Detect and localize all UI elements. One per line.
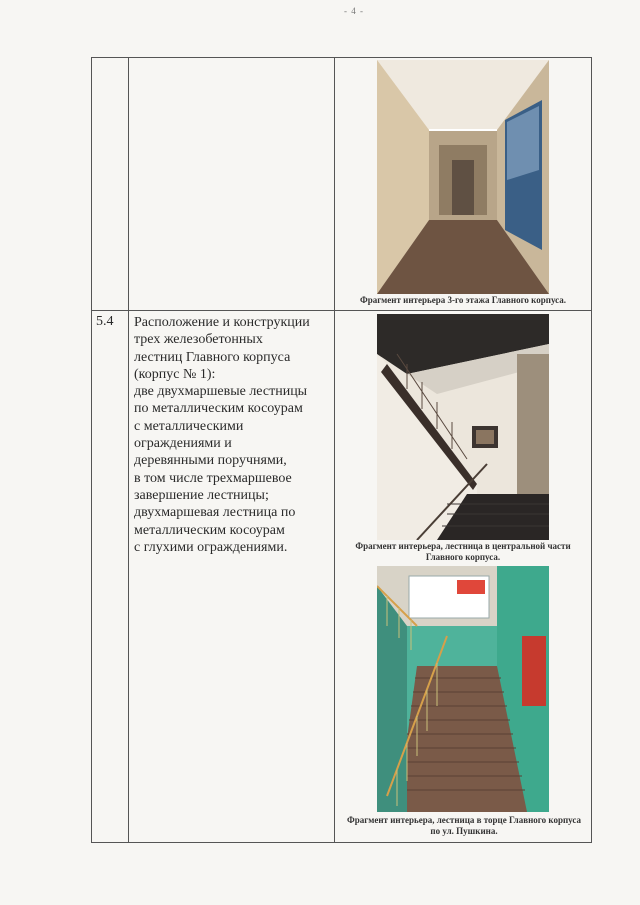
- photo-caption: Фрагмент интерьера, лестница в центральной части Главного корпуса.: [355, 541, 571, 562]
- central-staircase-photo: [377, 314, 549, 540]
- page-number: - 4 -: [344, 6, 364, 16]
- row-divider: [92, 310, 591, 311]
- corridor-photo: [377, 60, 549, 294]
- end-staircase-photo: [377, 566, 549, 812]
- photo-caption: Фрагмент интерьера, лестница в торце Главного корпуса по ул. Пушкина.: [347, 815, 581, 836]
- column-divider: [128, 58, 129, 842]
- photo-caption: Фрагмент интерьера 3-го этажа Главного корпуса.: [359, 295, 567, 305]
- row-description: Расположение и конструкции трех железобетонных лестниц Главного корпуса (корпус № 1): две двухмаршевые лестницы по металлическим косоурам с металлическими ограждениями и деревянными поручнями, в том числе трехмаршевое завершение лестницы; двухмаршевая лестница по металлическим косоурам с глухими ограждениями.: [134, 315, 310, 555]
- column-divider: [334, 58, 335, 842]
- row-number: 5.4: [96, 314, 114, 329]
